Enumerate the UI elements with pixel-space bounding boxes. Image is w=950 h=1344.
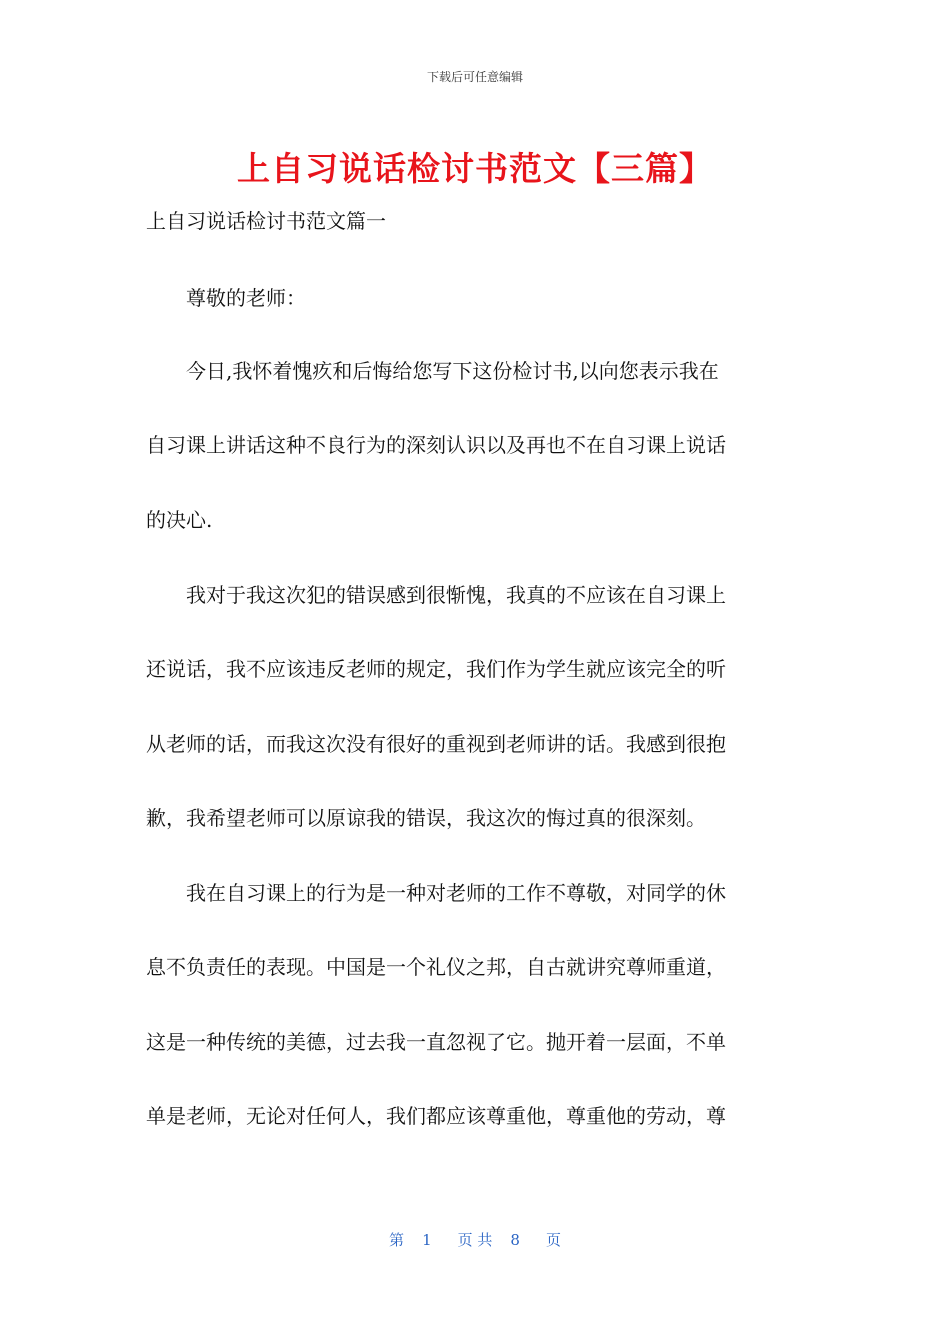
body-line: 还说话，我不应该违反老师的规定，我们作为学生就应该完全的听 <box>146 657 726 681</box>
body-line: 的决心. <box>146 508 213 532</box>
body-line: 息不负责任的表现。中国是一个礼仪之邦，自古就讲究尊师重道， <box>146 955 726 979</box>
footer-total-pages: 8 <box>510 1231 520 1249</box>
footer-page-number: 1 <box>422 1231 432 1249</box>
salutation-line: 尊敬的老师： <box>146 286 306 310</box>
body-line: 这是一种传统的美德，过去我一直忽视了它。抛开着一层面，不单 <box>146 1030 726 1054</box>
body-line: 歉，我希望老师可以原谅我的错误，我这次的悔过真的很深刻。 <box>146 806 706 830</box>
body-line: 单是老师，无论对任何人，我们都应该尊重他，尊重他的劳动，尊 <box>146 1104 726 1128</box>
footer-middle: 页 共 <box>457 1231 493 1249</box>
body-line: 自习课上讲话这种不良行为的深刻认识以及再也不在自习课上说话 <box>146 433 726 457</box>
footer-prefix: 第 <box>389 1231 405 1249</box>
body-line: 从老师的话，而我这次没有很好的重视到老师讲的话。我感到很抱 <box>146 732 726 756</box>
body-line: 我对于我这次犯的错误感到很惭愧，我真的不应该在自习课上 <box>146 583 726 607</box>
body-line: 今日,我怀着愧疚和后悔给您写下这份检讨书,以向您表示我在 <box>146 359 719 383</box>
footer-suffix: 页 <box>545 1231 561 1249</box>
section-title: 上自习说话检讨书范文篇一 <box>146 209 386 233</box>
header-note: 下载后可任意编辑 <box>426 70 523 84</box>
page-footer <box>0 1229 950 1250</box>
document-title: 上自习说话检讨书范文【三篇】 <box>237 149 713 188</box>
body-line: 我在自习课上的行为是一种对老师的工作不尊敬，对同学的休 <box>146 881 726 905</box>
